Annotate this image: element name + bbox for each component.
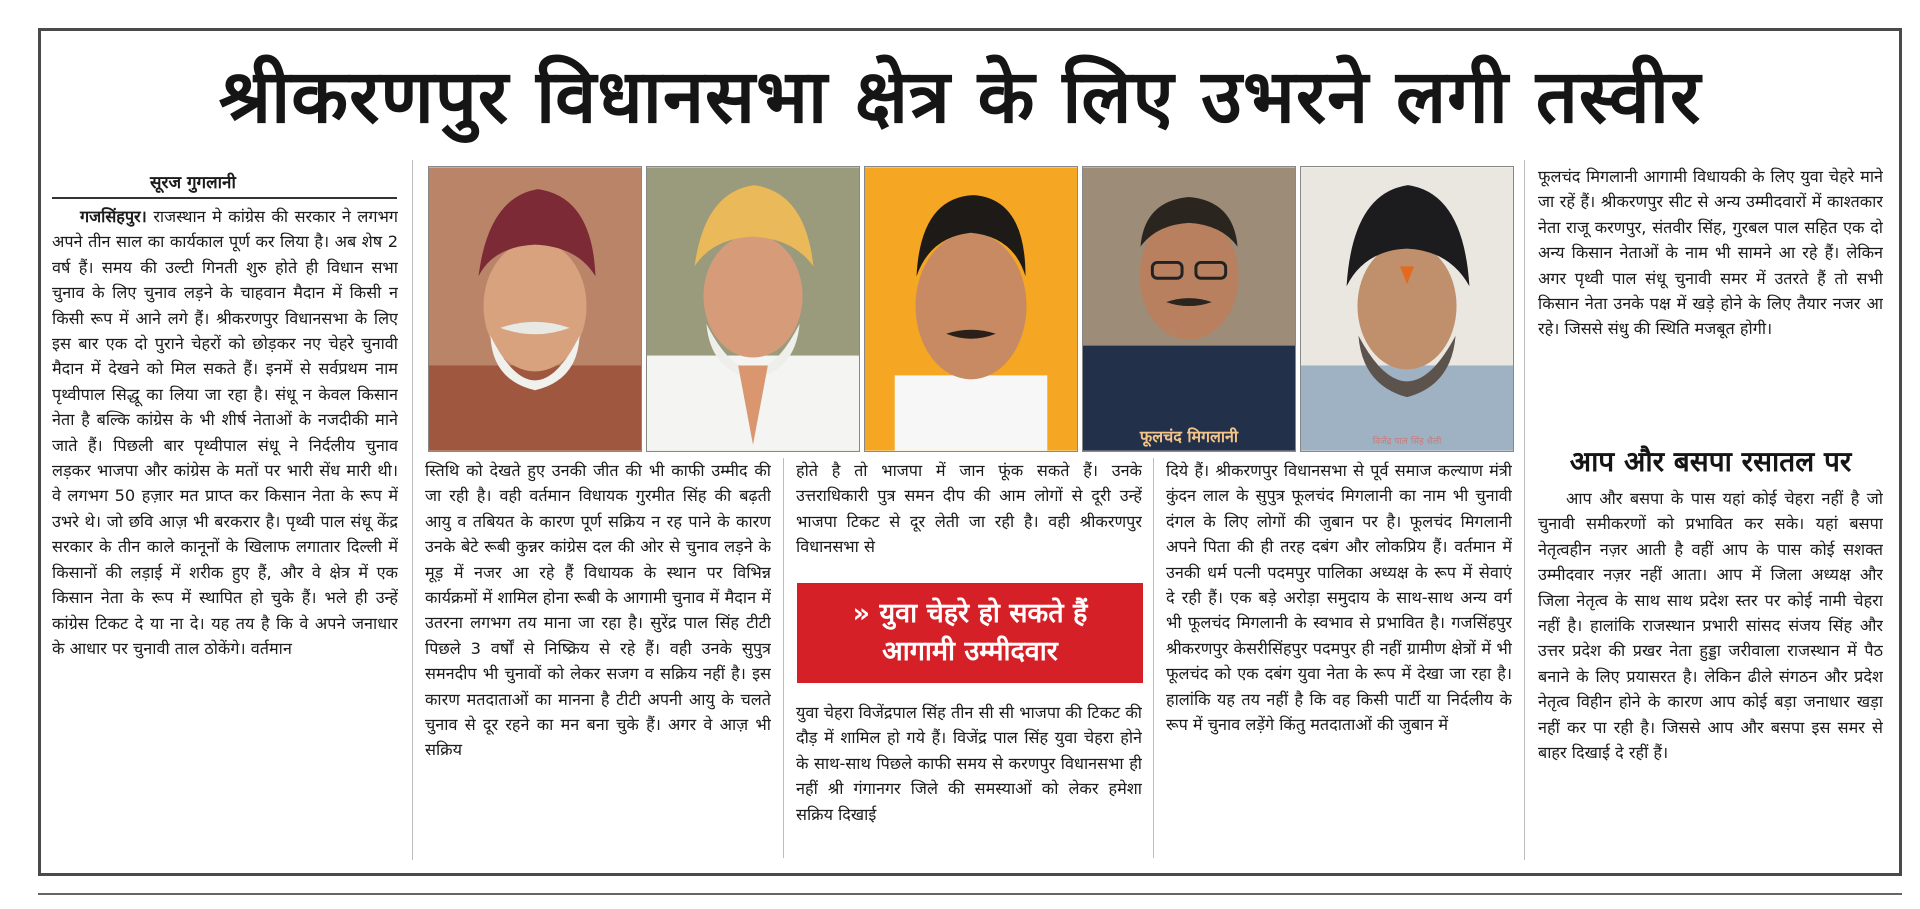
- article-column-3: [796, 458, 1142, 568]
- portrait-red-turban-icon: [429, 167, 641, 451]
- column-1-text: राजस्थान मे कांग्रेस की सरकार ने लगभग अपने तीन साल का कार्यकाल पूर्ण कर लिया है। अब शेष 2 वर्ष हैं। समय की उल्टी गिनती शुरु होते ही विधान सभा चुनाव के लिए चुनाव लड़ने के चाहवान मैदान में किसी न किसी रूप में आने लगे हैं। श्रीकरणपुर विधानसभा के लिए इस बार एक दो पुराने चेहरों को छोड़कर नए चेहरे चुनावी मैदान में देखने को मिल सकते हैं। इनमें से सर्वप्रथम नाम पृथ्वीपाल सिद्धू का लिया जा रहा है। संधू न केवल किसान नेता है बल्कि कांग्रेस के भी शीर्ष नेताओं के नजदीकी माने जाते हैं। पिछली बार पृथ्वीपाल संधू ने निर्दलीय चुनाव लड़कर भाजपा और कांग्रेस के मतों पर भारी सेंध मारी थी। वे लगभग 50 हज़ार मत प्राप्त कर किसान नेता के रूप में उभरे थे। जो छवि आज़ भी बरकरार है। पृथ्वी पाल संधू केंद्र सरकार के तीन काले कानूनों के खिलाफ लगातार दिल्ली में किसानों की लड़ाई में शरीक हुए हैं, और वे क्षेत्र में एक किसान नेता के रूप में स्थापित हो चुके हैं। भले ही उन्हें कांग्रेस टिकट दे या ना दे। यह तय है कि वे अपने जनाधार के आधार पर चुनावी ताल ठोकेंगे। वर्तमान: [52, 207, 398, 658]
- banner-line-1: » युवा चेहरे हो सकते हैं: [852, 598, 1088, 629]
- headline: श्रीकरणपुर विधानसभा क्षेत्र के लिए उभरने लगी तस्वीर: [218, 54, 1702, 140]
- column-divider: [1524, 160, 1525, 860]
- photo-portrait-5: [1300, 166, 1514, 452]
- article-column-5-continued: [1538, 486, 1883, 866]
- column-2-text: स्तिथि को देखते हुए उनकी जीत की भी काफी उम्मीद की जा रही है। वही वर्तमान विधायक गुरमीत सिंह की बढ़ती आयु व तबियत के कारण पूर्ण सक्रिय न रह पाने के कारण उनके बेटे रूबी कुन्नर कांग्रेस दल की ओर से चुनाव लड़ने के मूड़ में नजर आ रहे हैं विधायक के स्थान पर विभिन्न कार्यक्रमों में शामिल होना रूबी के आगामी चुनाव में मैदान में उतरना लगभग तय माना जा रहा है। सुरेंद्र पाल सिंह टीटी पिछले 3 वर्षों से निष्क्रिय से रहे हैं। वही उनके सुपुत्र समनदीप भी चुनावों को लेकर सजग व सक्रिय नहीं है। इस कारण मतदाताओं का मानना है टीटी अपनी आयु के चलते चुनाव से दूर रहने का मन बना चुके हैं। अगर वे आज़ भी सक्रिय: [425, 461, 771, 760]
- subheading: आप और बसपा रसातल पर: [1569, 445, 1852, 478]
- photo-caption-5: विजेंद्र पाल सिंह शैली: [1372, 437, 1442, 447]
- portrait-saffron-turban-icon: [647, 167, 859, 451]
- portrait-young-man-icon: [865, 167, 1077, 451]
- article-column-5: [1538, 164, 1883, 434]
- column-4-text: दिये हैं। श्रीकरणपुर विधानसभा से पूर्व समाज कल्याण मंत्री कुंदन लाल के सुपुत्र फूलचंद मिगलानी का नाम भी चुनावी दंगल के लिए लोगों की जुबान पर है। फूलचंद मिगलानी अपने पिता की ही तरह दबंग और लोकप्रिय हैं। वर्तमान में उनकी धर्म पत्नी पदमपुर पालिका अध्यक्ष के रूप में सेवाएं दे रही हैं। एक बड़े अरोड़ा समुदाय के साथ-साथ अन्य वर्ग भी फूलचंद मिगलानी के स्वभाव से प्रभावित है। गजसिंहपुर श्रीकरणपुर केसरीसिंहपुर पदमपुर ही नहीं ग्रामीण क्षेत्रों में भी फूलचंद को एक दबंग युवा नेता के रूप में देखा जा रहा है। हालांकि यह तय नहीं है कि वह किसी पार्टी या निर्दलीय के रूप में चुनाव लड़ेंगे किंतु मतदाताओं की जुबान में: [1166, 461, 1512, 735]
- column-5b-text: आप और बसपा के पास यहां कोई चेहरा नहीं है जो चुनावी समीकरणों को प्रभावित कर सके। यहां बसपा नेतृत्वहीन नज़र आती है वहीं आप के पास कोई सशक्त उम्मीदवार नज़र नहीं आता। आप में जिला अध्यक्ष और जिला नेतृत्व के साथ साथ प्रदेश स्तर पर कोई नामी चेहरा नहीं है। हालांकि राजस्थान प्रभारी सांसद संजय सिंह और उत्तर प्रदेश की प्रखर नेता हुड्डा जरीवाला राजस्थान में पैठ बनाने के लिए प्रयासरत है। लेकिन ढीले संगठन और प्रदेश नेतृत्व विहीन होने के कारण आप कोई बड़ा जनाधार खड़ा नहीं कर पा रही है। जिससे आप और बसपा इस समर से बाहर दिखाई दे रहीं हैं।: [1538, 489, 1883, 763]
- column-divider: [412, 160, 413, 860]
- photo-portrait-1: [428, 166, 642, 452]
- column-divider: [1153, 458, 1154, 858]
- column-3-text: होते है तो भाजपा में जान फूंक सकते हैं। उनके उत्तराधिकारी पुत्र समन दीप की आम लोगों से दूरी उन्हें भाजपा टिकट से दूर लेती जा रही है। वही श्रीकरणपुर विधानसभा से: [796, 461, 1142, 557]
- column-5-text: फूलचंद मिगलानी आगामी विधायकी के लिए युवा चेहरे माने जा रहें हैं। श्रीकरणपुर सीट से अन्य उम्मीदवारों में काश्तकार नेता राजू करणपुर, संतवीर सिंह, गुरबल पाल सहित एक दो अन्य किसान नेताओं के नाम भी सामने आ रहे हैं। लेकिन अगर पृथ्वी पाल संधू चुनावी समर में उतरते हैं तो सभी किसान नेता उनके पक्ष में खड़े होने के लिए तैयार नजर आ रहे। जिससे संधु की स्थिति मजबूत होगी।: [1538, 167, 1883, 339]
- photo-portrait-2: [646, 166, 860, 452]
- article-column-4: [1166, 458, 1512, 858]
- portrait-black-turban-icon: [1301, 167, 1513, 451]
- article-column-1: [52, 204, 398, 844]
- photo-caption-4: फूलचंद मिगलानी: [1139, 427, 1239, 446]
- article-column-2: [425, 458, 771, 858]
- byline: सूरज गुगलानी: [150, 173, 236, 193]
- highlight-banner: [797, 583, 1143, 683]
- page-bottom-rule: [38, 893, 1902, 895]
- dateline: गजसिंहपुर।: [80, 207, 147, 226]
- column-3b-text: युवा चेहरा विजेंद्रपाल सिंह तीन सी सी भाजपा की टिकट की दौड़ में शामिल हो गये हैं। विजेंद्र पाल सिंह युवा चेहरा होने के साथ-साथ पिछले काफी समय से करणपुर विधानसभा ही नहीं श्री गंगानगर जिले की समस्याओं को लेकर हमेशा सक्रिय दिखाई: [796, 703, 1142, 824]
- photo-portrait-4: [1082, 166, 1296, 452]
- photo-portrait-3: [864, 166, 1078, 452]
- byline-divider: [52, 197, 397, 199]
- article-column-3-continued: [796, 700, 1142, 860]
- portrait-man-glasses-icon: [1083, 167, 1295, 451]
- column-divider: [783, 458, 784, 858]
- banner-line-2: आगामी उम्मीदवार: [882, 636, 1058, 667]
